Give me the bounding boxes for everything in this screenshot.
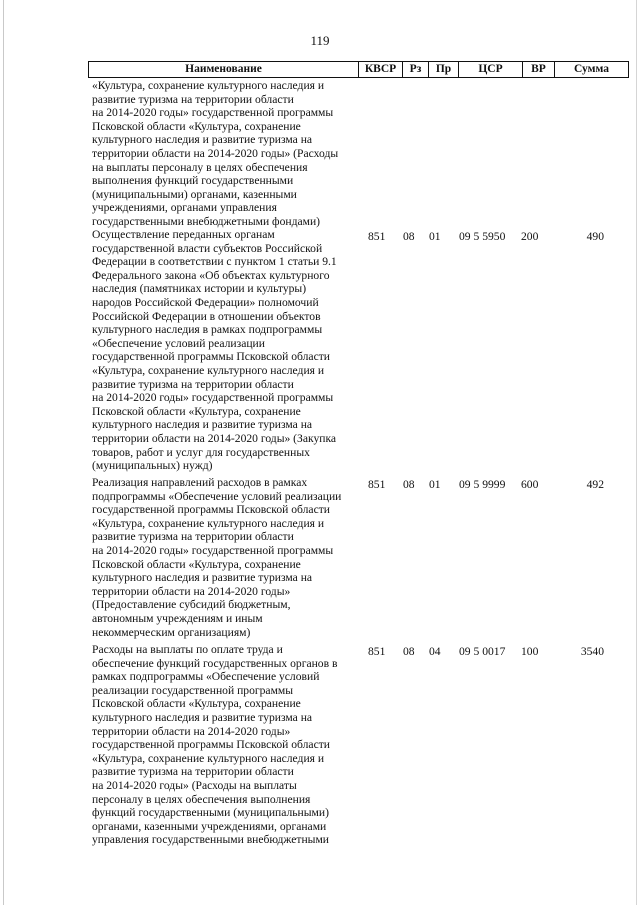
table-row-1-rz: 08 (403, 230, 415, 243)
header-vr: ВР (522, 62, 554, 77)
table-row-2-csr: 09 5 9999 (459, 478, 506, 491)
table-row-2-kvsr: 851 (368, 478, 386, 491)
table-row-1-pr: 01 (429, 230, 441, 243)
table-row-3-name: Расходы на выплаты по оплате труда и обеспечение функций государственных органов в рамках подпрограммы «Обеспечение условий реализации государственной программы Псковской области «Культура, сохранение культурного наследия и развитие туризма на территории области на 2014-2020 годы» государственной программы Псковской области «Культура, сохранение культурного наследия и развитие туризма на территории области на 2014-2020 годы» (Расходы на выплаты персоналу в целях обеспечения выполнения функций государственными (муниципальными) органами, казенными учреждениями, органами управления государственными внебюджетными (92, 643, 338, 847)
scan-edge-right (636, 0, 637, 905)
table-row-2-name: Реализация направлений расходов в рамках подпрограммы «Обеспечение условий реализации государственной программы Псковской области «Культура, сохранение культурного наследия и развитие туризма на территории области на 2014-2020 годы» государственной программы Псковской области «Культура, сохранение культурного наследия и развитие туризма на территории области на 2014-2020 годы» (Предоставление субсидий бюджетным, автономным учреждениям и иным некоммерческим организациям) (92, 476, 342, 639)
table-row-2-vr: 600 (521, 478, 539, 491)
table-row-2-rz: 08 (403, 478, 415, 491)
table-row-3-csr: 09 5 0017 (459, 645, 506, 658)
table-row-1-csr: 09 5 5950 (459, 230, 506, 243)
header-rz: Рз (402, 62, 428, 77)
table-row-3-vr: 100 (521, 645, 539, 658)
table-row-3-sum: 3540 (580, 645, 604, 658)
scan-edge-left (3, 0, 4, 905)
header-pr: Пр (428, 62, 458, 77)
header-name: Наименование (88, 62, 358, 77)
header-sum: Сумма (554, 62, 629, 77)
table-row-1-sum: 490 (586, 230, 604, 243)
table-row-3-rz: 08 (403, 645, 415, 658)
table-row-1-name: Осуществление переданных органам государственной власти субъектов Российской Федерации в соответствии с пунктом 1 статьи 9.1 Федерального закона «Об объектах культурного наследия (памятниках истории и культуры) народов Российской Федерации» полномочий Российской Федерации в отношении объектов культурного наследия в рамках подпрограммы «Обеспечение условий реализации государственной программы Псковской области «Культура, сохранение культурного наследия и развитие туризма на территории области на 2014-2020 годы» государственной программы Псковской области «Культура, сохранение культурного наследия и развитие туризма на территории области на 2014-2020 годы» (Закупка товаров, работ и услуг для государственных (муниципальных) нужд) (92, 228, 337, 473)
table-row-3-kvsr: 851 (368, 645, 386, 658)
table-row-2-sum: 492 (586, 478, 604, 491)
header-csr: ЦСР (458, 62, 522, 77)
page-number: 119 (310, 33, 330, 48)
header-kvsr: КВСР (358, 62, 402, 77)
table-header (88, 61, 629, 78)
table-row-2-pr: 01 (429, 478, 441, 491)
table-row-1-vr: 200 (521, 230, 539, 243)
table-row-3-pr: 04 (429, 645, 441, 658)
table-row-0-name: «Культура, сохранение культурного наследия и развитие туризма на территории области на 2014-2020 годы» государственной программы Псковской области «Культура, сохранение культурного наследия и развитие туризма на территории области на 2014-2020 годы» (Расходы на выплаты персоналу в целях обеспечения выполнения функций государственными (муниципальными) органами, казенными учреждениями, органами управления государственными внебюджетными фондами) (92, 79, 339, 228)
table-row-1-kvsr: 851 (368, 230, 386, 243)
